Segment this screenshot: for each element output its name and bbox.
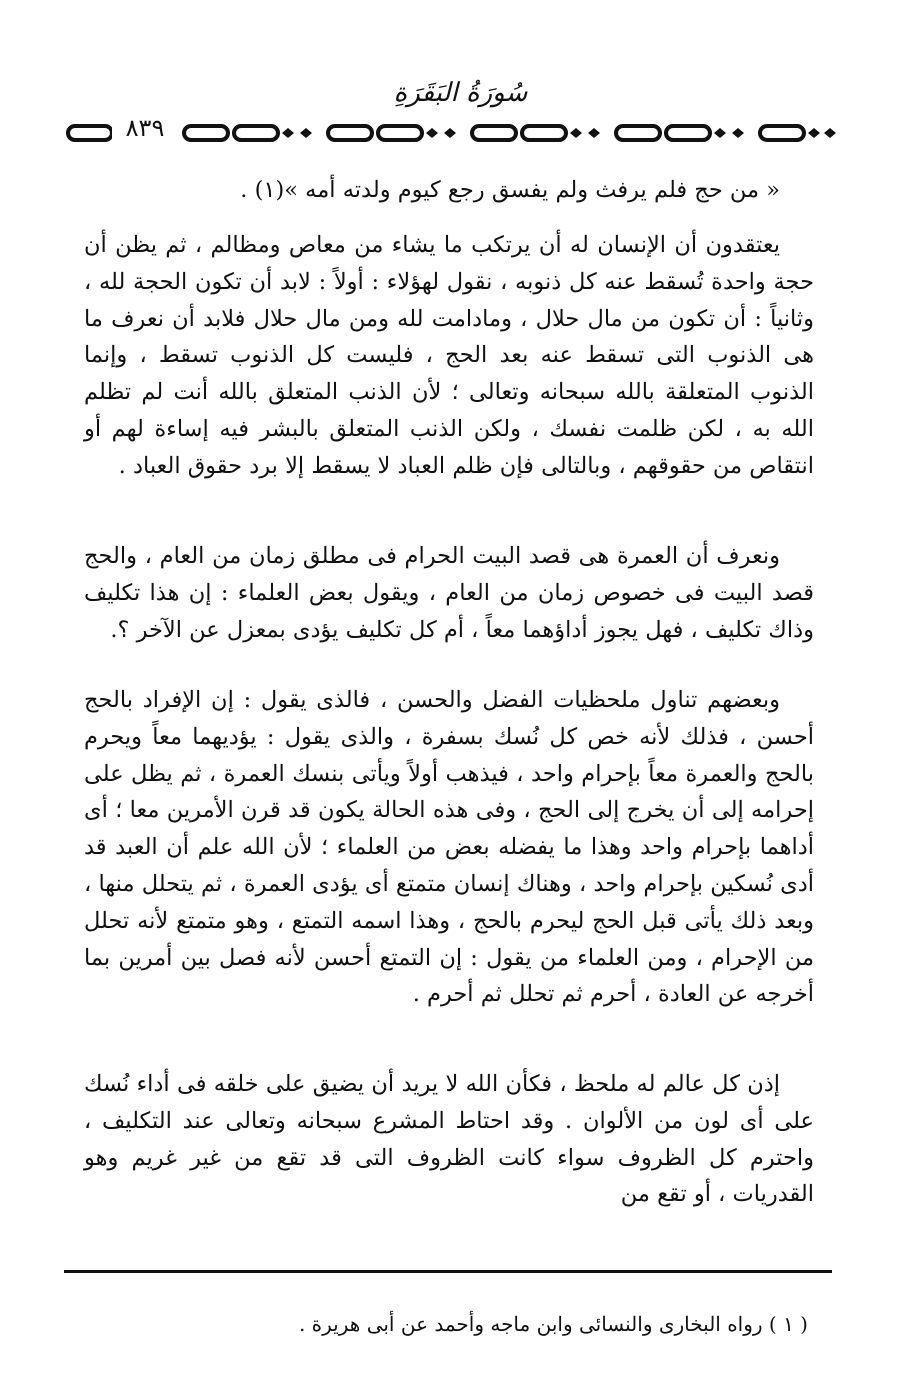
paragraph-2: ونعرف أن العمرة هى قصد البيت الحرام فى مطلق زمان من العام ، والحج قصد البيت فى خصوص زمان من العام ، ويقول بعض العلماء : إن هذا تكليف وذاك تكليف ، فهل يجوز أداؤهما معاً ، أم كل تكليف يؤدى بمعزل عن الآخر ؟. [84, 543, 814, 643]
surah-title: سُورَةُ البَقَرَةِ [393, 78, 528, 108]
hadith-quote-block [84, 172, 814, 209]
paragraph-3-block [84, 682, 814, 1013]
paragraph-4-block [84, 1066, 814, 1213]
paragraph-1-block [84, 227, 814, 485]
page-number: ٨٣٩ [112, 114, 178, 142]
paragraph-3: وبعضهم تناول ملحظيات الفضل والحسن ، فالذى يقول : إن الإفراد بالحج أحسن ، فذلك لأنه خص كل نُسك بسفرة ، والذى يقول : يؤديهما معاً ويحرم بالحج والعمرة معاً بإحرام واحد ، فيذهب أولاً ويأتى بنسك العمرة ، ثم يظل على إحرامه إلى أن يخرج إلى الحج ، وفى هذه الحالة يكون قد قرن الأمرين معا ؛ أى أداهما بإحرام واحد وهذا ما يفضله بعض من العلماء ؛ لأن الله علم أن العبد قد أدى نُسكين بإحرام واحد ، وهناك إنسان متمتع أى يؤدى العمرة ، ثم يتحلل منها ، وبعد ذلك يأتى قبل الحج ليحرم بالحج ، وهذا اسمه التمتع ، وهو متمتع لأنه تحلل من الإحرام ، ومن العلماء من يقول : إن التمتع أحسن لأنه فصل بين أمرين بما أخرجه عن العادة ، أحرم ثم تحلل ثم أحرم . [84, 687, 814, 1008]
paragraph-4: إذن كل عالم له ملحظ ، فكأن الله لا يريد أن يضيق على خلقه فى أداء نُسك على أى لون من الألوان . وقد احتاط المشرع سبحانه وتعالى عند التكليف ، واحترم كل الظروف سواء كانت الظروف التى قد تقع من غير غريم وهو القدريات ، أو تقع من [84, 1071, 814, 1208]
paragraph-2-block [84, 538, 814, 648]
paragraph-1: يعتقدون أن الإنسان له أن يرتكب ما يشاء من معاص ومظالم ، ثم يظن أن حجة واحدة تُسقط عنه كل ذنوبه ، نقول لهؤلاء : أولاً : لابد أن تكون الحجة لله ، وثانياً : أن تكون من مال حلال ، ومادامت لله ومن مال حلال فلابد أن نعرف ما هى الذنوب التى تسقط عنه بعد الحج ، فليست كل الذنوب تسقط ، وإنما الذنوب المتعلقة بالله سبحانه وتعالى ؛ لأن الذنب المتعلق بالله أنت لم تظلم الله به ، لكن ظلمت نفسك ، ولكن الذنب المتعلق بالبشر فيه إساءة لهم أو انتقاص من حقوقهم ، وبالتالى فإن ظلم العباد لا يسقط إلا برد حقوق العباد . [84, 232, 814, 479]
footnote: ( ١ ) رواه البخارى والنسائى وابن ماجه وأحمد عن أبى هريرة . [298, 1312, 808, 1336]
hadith-quote: « من حج فلم يرفث ولم يفسق رجع كيوم ولدته أمه »(١) . [240, 177, 780, 203]
footnote-divider [64, 1270, 832, 1273]
header-ornament-border [66, 118, 842, 148]
